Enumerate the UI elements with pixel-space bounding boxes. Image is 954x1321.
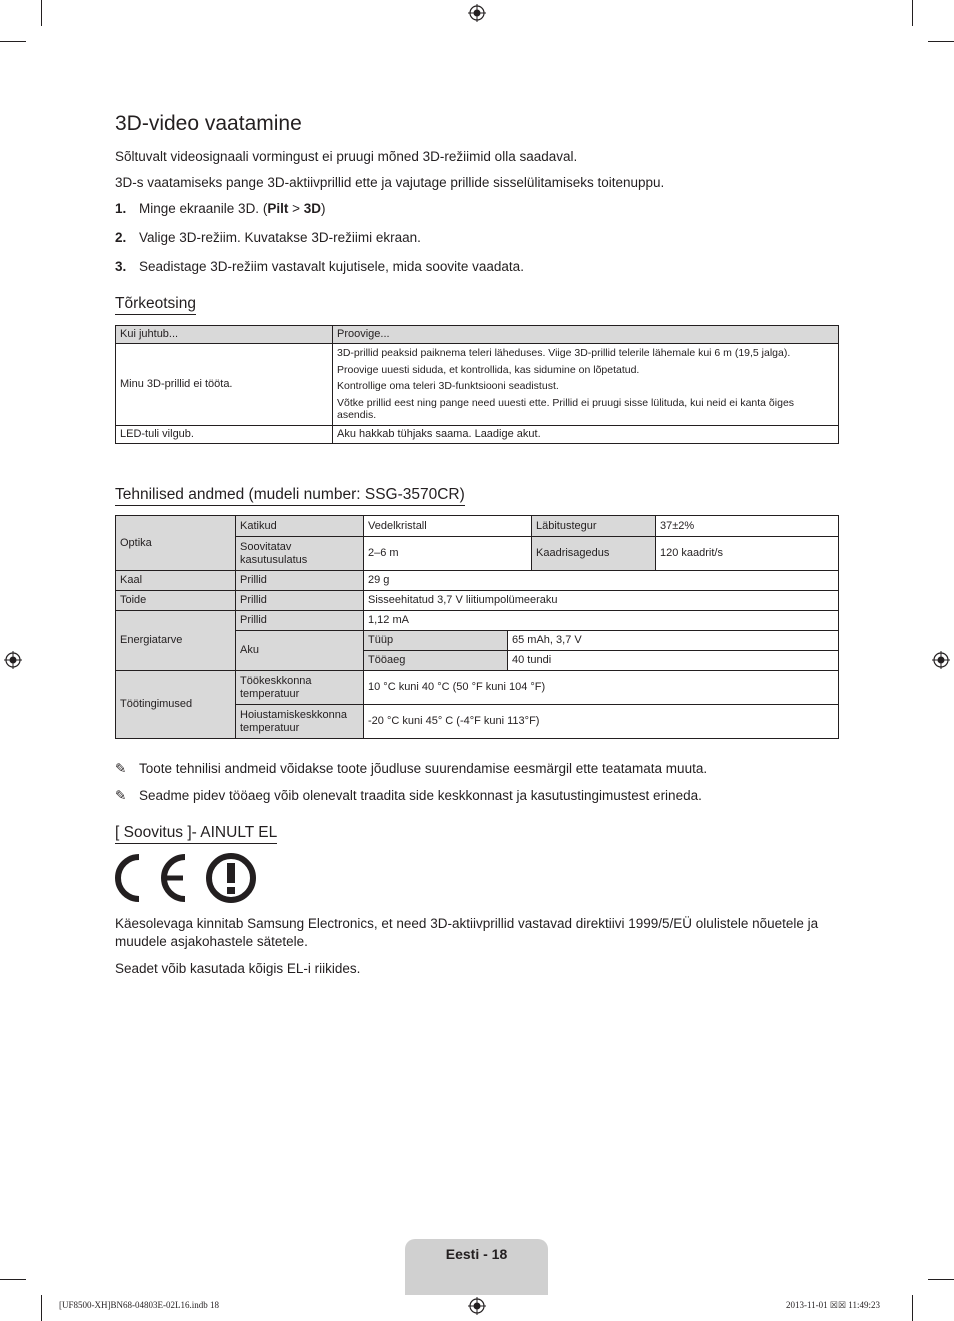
spec-label: Hoiustamiskeskkonna temperatuur [236,705,364,739]
spec-label: Katikud [236,516,364,537]
note-item: ✎ Seadme pidev tööaeg võib olenevalt traadita side keskkonnast ja kasutustingimustest erineda. [115,788,702,803]
spec-label: Tööaeg [364,651,508,671]
problem-cell: Minu 3D-prillid ei tööta. [116,344,333,426]
spec-label: Aku [236,631,364,671]
spec-value: 10 °C kuni 40 °C (50 °F kuni 104 °F) [364,671,839,705]
registration-mark-icon [468,1297,486,1315]
spec-category: Toide [116,591,236,611]
step-number: 2. [115,230,127,245]
pencil-icon: ✎ [115,761,127,776]
problem-cell: LED-tuli vilgub. [116,425,333,443]
specs-table [115,515,839,739]
registration-mark-icon [468,4,486,22]
crop-mark [928,41,954,42]
crop-mark [928,1279,954,1280]
spec-label: Töökeskkonna temperatuur [236,671,364,705]
spec-value: Vedelkristall [364,516,532,537]
table-row [116,425,839,443]
step-number: 1. [115,201,127,216]
step-item: 1. Minge ekraanile 3D. (Pilt > 3D) [115,201,326,216]
spec-value: 120 kaadrit/s [656,537,839,571]
table-row [116,344,839,426]
intro-paragraph: Sõltuvalt videosignaali vormingust ei pruugi mõned 3D-režiimid olla saadaval. [115,149,578,164]
spec-value: 1,12 mA [364,611,839,631]
menu-path-3d: 3D [303,201,321,216]
spec-label: Prillid [236,591,364,611]
page-title: 3D-video vaatamine [115,112,302,135]
menu-path-picture: Pilt [267,201,289,216]
step-item: 2. Valige 3D-režiim. Kuvatakse 3D-režiimi ekraan. [115,230,421,245]
spec-value: -20 °C kuni 45° C (-4°F kuni 113°F) [364,705,839,739]
spec-label: Tüüp [364,631,508,651]
spec-category: Optika [116,516,236,571]
spec-label: Kaadrisagedus [532,537,656,571]
spec-value: 40 tundi [508,651,839,671]
registration-mark-icon [4,651,22,669]
spec-category: Töötingimused [116,671,236,739]
spec-value: Sisseehitatud 3,7 V liitiumpolümeeraku [364,591,839,611]
solution-cell: Aku hakkab tühjaks saama. Laadige akut. [333,425,839,443]
step-item: 3. Seadistage 3D-režiim vastavalt kujutisele, mida soovite vaadata. [115,259,524,274]
spec-value: 37±2% [656,516,839,537]
recommendation-paragraph: Seadet võib kasutada kõigis EL-i riikides. [115,961,361,976]
crop-mark [41,0,42,26]
page-number-tab: Eesti - 18 [405,1239,548,1295]
crop-mark [0,1279,26,1280]
crop-mark [912,1295,913,1321]
spec-label: Prillid [236,571,364,591]
date-imprint: 2013-11-01 ☒☒ 11:49:23 [786,1300,880,1310]
spec-category: Energiatarve [116,611,236,671]
spec-label: Soovitatav kasutusulatus [236,537,364,571]
solution-cell: 3D-prillid peaksid paiknema teleri läheduses. Viige 3D-prillid telerile lähemale kui 6 m (19,5 jalga). Proovige uuesti siduda, et kontrollida, kas sidumine on lõpetatud. Kontrollige oma teleri 3D-funktsiooni seadistust. Võtke prillid eest ning pange need uuesti ette. Prillid ei pruugi sisse lülituda, kui neid ei kanta õiges asendis. [333,344,839,426]
intro-paragraph: 3D-s vaatamiseks pange 3D-aktiivprillid ette ja vajutage prillide sisselülitamiseks toitenuppu. [115,175,665,190]
spec-label: Prillid [236,611,364,631]
section-title-recommendation: [ Soovitus ]- AINULT EL [115,823,277,844]
crop-mark [0,41,26,42]
pencil-icon: ✎ [115,788,127,803]
recommendation-paragraph: Käesolevaga kinnitab Samsung Electronics, et need 3D-aktiivprillid vastavad direktiivi 1999/5/EÜ olulistele nõuetele ja muudele asjakohastele sätetele. [115,916,819,949]
crop-mark [912,0,913,26]
spec-value: 29 g [364,571,839,591]
crop-mark [41,1295,42,1321]
note-item: ✎ Toote tehnilisi andmeid võidakse toote jõudluse suurendamise eesmärgil ette teatamata muuta. [115,761,708,776]
spec-label: Läbitustegur [532,516,656,537]
table-header: Kui juhtub... [116,326,333,344]
spec-value: 65 mAh, 3,7 V [508,631,839,651]
troubleshooting-table [115,325,839,444]
registration-mark-icon [932,651,950,669]
spec-category: Kaal [116,571,236,591]
table-header-row [116,326,839,344]
step-number: 3. [115,259,127,274]
section-title-specs: Tehnilised andmed (mudeli number: SSG-3570CR) [115,485,465,506]
spec-value: 2–6 m [364,537,532,571]
table-header: Proovige... [333,326,839,344]
alert-mark-icon [205,852,257,904]
section-title-troubleshooting: Tõrkeotsing [115,294,196,315]
file-imprint: [UF8500-XH]BN68-04803E-02L16.indb 18 [59,1300,219,1310]
ce-mark-icon [115,853,205,903]
